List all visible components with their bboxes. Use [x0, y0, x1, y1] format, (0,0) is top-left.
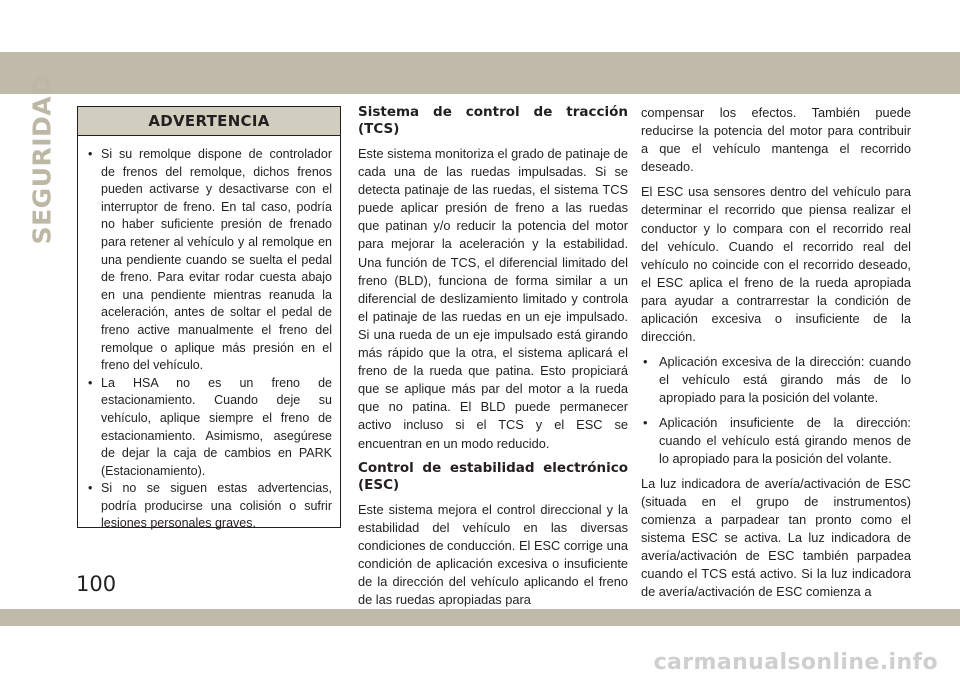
watermark: carmanualsonline.info: [653, 650, 938, 675]
paragraph: La luz indicadora de avería/activación de ESC (situada en el grupo de instrumentos) comienza a parpadear tan pronto como el sistema ESC se activa. La luz indicadora de avería/activación de ESC también parpadea cuando el TCS está activo. Si la luz indicadora de avería/activación de ESC comienza a: [641, 475, 911, 600]
list-item: • Aplicación insuficiente de la dirección: cuando el vehículo está girando menos de lo apropiado para la posición del volante.: [641, 414, 911, 468]
list-item: • Aplicación excesiva de la dirección: cuando el vehículo está girando más de lo apropiado para la posición del volante.: [641, 353, 911, 407]
middle-column: [358, 104, 628, 616]
tcs-paragraph: Este sistema monitoriza el grado de patinaje de cada una de las ruedas impulsadas. Si se detecta patinaje de las ruedas, el sistema TCS puede aplicar presión de freno a las ruedas que patinan y/o reducir la potencia del motor para mejorar la aceleración y la estabilidad. Una función de TCS, el diferencial limitado del freno (BLD), funciona de forma similar a un diferencial de deslizamiento limitado y controla el patinaje de las ruedas en un eje impulsado. Si una rueda de un eje impulsado está girando más rápido que la otra, el sistema aplicará el freno de la rueda que patina. Esto propiciará que se aplique más par del motor a la rueda que no patina. El BLD puede permanecer activo incluso si el TCS y el ESC se encuentran en un modo reducido.: [358, 146, 628, 451]
paragraph: El ESC usa sensores dentro del vehículo para determinar el recorrido que piensa realizar el conductor y lo compara con el recorrido real del vehículo. Cuando el recorrido real del vehículo no coincide con el recorrido deseado, el ESC aplica el freno de la rueda apropiada para ayudar a contrarrestar la condición de aplicación excesiva o insuficiente de la dirección.: [641, 184, 911, 345]
right-column: [641, 104, 911, 608]
esc-heading: Control de estabilidad electrónico (ESC): [358, 459, 628, 493]
warning-item: • Si su remolque dispone de controlador de frenos del remolque, dichos frenos pueden activarse y desactivarse con el interruptor de freno. En tal caso, podría no haber suficiente presión de frenado para retener al vehículo y al remolque en una pendiente cuando se suelta el pedal de freno. Para evitar rodar cuesta abajo en una pendiente mientras reanuda la aceleración, antes de soltar el pedal de freno active manualmente el freno del remolque o aplique más presión en el freno del vehículo.: [88, 146, 332, 375]
tcs-heading: Sistema de control de tracción (TCS): [358, 104, 628, 137]
steering-bullet-list: [641, 353, 911, 468]
warning-box: [77, 106, 341, 531]
warning-title: ADVERTENCIA: [78, 107, 340, 136]
warning-item: • Si no se siguen estas advertencias, podría producirse una colisión o sufrir lesiones personales graves.: [88, 480, 332, 533]
top-decorative-band: [0, 52, 960, 94]
paragraph: compensar los efectos. También puede reducirse la potencia del motor para contribuir a que el vehículo mantenga el recorrido deseado.: [641, 105, 911, 175]
page-number: 100: [76, 572, 117, 596]
esc-paragraph: Este sistema mejora el control direccional y la estabilidad del vehículo en las diversas condiciones de conducción. El ESC corrige una condición de aplicación excesiva o insuficiente de la dirección del vehículo aplicando el freno de las ruedas apropiadas para: [358, 501, 628, 608]
section-tab-label: SEGURIDAD: [27, 74, 57, 244]
warning-item: • La HSA no es un freno de estacionamiento. Cuando deje su vehículo, aplique siempre el freno de estacionamiento. Asimismo, asegúrese de dejar la caja de cambios en PARK (Estacionamiento).: [88, 375, 332, 481]
bottom-decorative-band: [0, 609, 960, 626]
section-tab: [26, 74, 58, 244]
warning-list: [78, 136, 340, 533]
